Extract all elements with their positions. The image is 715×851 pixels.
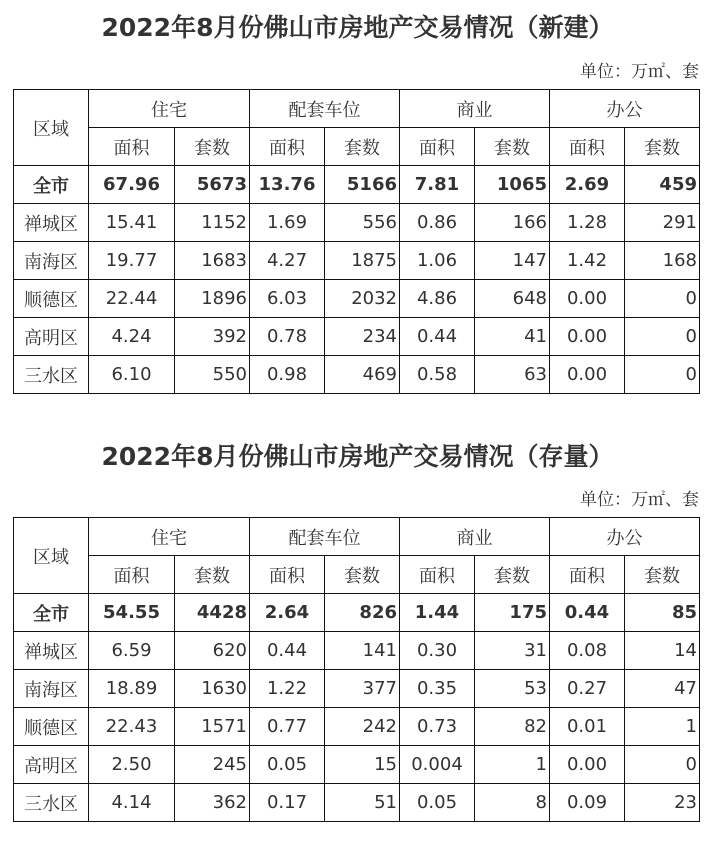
count-value: 5166	[325, 166, 400, 204]
count-value: 31	[475, 632, 550, 670]
count-value: 2032	[325, 280, 400, 318]
area-value: 19.77	[89, 242, 175, 280]
table-row	[14, 746, 700, 784]
count-value: 234	[325, 318, 400, 356]
area-header: 面积	[550, 128, 625, 166]
count-value: 1	[625, 708, 700, 746]
region-name: 南海区	[14, 242, 89, 280]
count-value: 1571	[175, 708, 250, 746]
count-value: 1	[475, 746, 550, 784]
region-name: 三水区	[14, 784, 89, 822]
existing-table	[13, 517, 700, 822]
count-value: 141	[325, 632, 400, 670]
area-header: 面积	[89, 556, 175, 594]
table-row	[14, 356, 700, 394]
count-value: 826	[325, 594, 400, 632]
count-value: 5673	[175, 166, 250, 204]
count-value: 175	[475, 594, 550, 632]
count-value: 242	[325, 708, 400, 746]
category-header: 办公	[550, 90, 700, 128]
area-value: 13.76	[250, 166, 325, 204]
count-header: 套数	[325, 556, 400, 594]
count-value: 41	[475, 318, 550, 356]
area-value: 0.44	[250, 632, 325, 670]
region-header: 区域	[14, 518, 89, 594]
area-value: 1.28	[550, 204, 625, 242]
region-name: 三水区	[14, 356, 89, 394]
existing-title: 2022年8月份佛山市房地产交易情况（存量）	[101, 442, 614, 471]
area-value: 2.69	[550, 166, 625, 204]
area-value: 6.59	[89, 632, 175, 670]
area-value: 0.58	[400, 356, 475, 394]
table-row	[14, 242, 700, 280]
area-header: 面积	[400, 128, 475, 166]
count-value: 1896	[175, 280, 250, 318]
area-value: 0.00	[550, 356, 625, 394]
area-value: 0.44	[550, 594, 625, 632]
category-header: 商业	[400, 90, 550, 128]
area-value: 7.81	[400, 166, 475, 204]
area-value: 1.06	[400, 242, 475, 280]
count-value: 550	[175, 356, 250, 394]
header-row-sub	[14, 128, 700, 166]
area-header: 面积	[250, 128, 325, 166]
table-row	[14, 204, 700, 242]
region-name: 全市	[14, 166, 89, 204]
category-header: 住宅	[89, 518, 250, 556]
area-value: 0.30	[400, 632, 475, 670]
area-value: 0.00	[550, 280, 625, 318]
area-value: 0.98	[250, 356, 325, 394]
region-name: 禅城区	[14, 204, 89, 242]
table-row	[14, 708, 700, 746]
area-value: 6.10	[89, 356, 175, 394]
count-value: 53	[475, 670, 550, 708]
area-header: 面积	[89, 128, 175, 166]
count-value: 291	[625, 204, 700, 242]
count-value: 0	[625, 318, 700, 356]
header-row-groups	[14, 518, 700, 556]
count-value: 469	[325, 356, 400, 394]
count-value: 1875	[325, 242, 400, 280]
area-header: 面积	[400, 556, 475, 594]
table-row	[14, 280, 700, 318]
count-value: 1630	[175, 670, 250, 708]
area-value: 0.78	[250, 318, 325, 356]
area-value: 0.44	[400, 318, 475, 356]
region-name: 禅城区	[14, 632, 89, 670]
table-row	[14, 784, 700, 822]
area-value: 1.42	[550, 242, 625, 280]
region-name: 南海区	[14, 670, 89, 708]
count-value: 23	[625, 784, 700, 822]
existing-unit-label: 单位：万㎡、套	[580, 490, 699, 510]
area-value: 4.86	[400, 280, 475, 318]
new-build-table	[13, 89, 700, 394]
area-value: 0.00	[550, 318, 625, 356]
area-value: 0.05	[250, 746, 325, 784]
category-header: 住宅	[89, 90, 250, 128]
area-value: 0.77	[250, 708, 325, 746]
count-value: 51	[325, 784, 400, 822]
count-value: 168	[625, 242, 700, 280]
count-value: 362	[175, 784, 250, 822]
area-value: 22.44	[89, 280, 175, 318]
count-value: 147	[475, 242, 550, 280]
region-name: 高明区	[14, 746, 89, 784]
count-value: 8	[475, 784, 550, 822]
area-value: 6.03	[250, 280, 325, 318]
area-value: 0.73	[400, 708, 475, 746]
area-value: 67.96	[89, 166, 175, 204]
category-header: 办公	[550, 518, 700, 556]
region-name: 顺德区	[14, 708, 89, 746]
count-header: 套数	[475, 556, 550, 594]
count-value: 166	[475, 204, 550, 242]
new-build-unit-label: 单位：万㎡、套	[580, 62, 699, 82]
count-value: 63	[475, 356, 550, 394]
region-name: 全市	[14, 594, 89, 632]
area-value: 2.50	[89, 746, 175, 784]
count-value: 0	[625, 280, 700, 318]
new-build-title: 2022年8月份佛山市房地产交易情况（新建）	[101, 13, 614, 42]
area-value: 0.08	[550, 632, 625, 670]
area-value: 0.35	[400, 670, 475, 708]
header-row-sub	[14, 556, 700, 594]
area-value: 54.55	[89, 594, 175, 632]
area-value: 2.64	[250, 594, 325, 632]
count-value: 0	[625, 356, 700, 394]
area-value: 0.05	[400, 784, 475, 822]
table-row	[14, 166, 700, 204]
count-value: 85	[625, 594, 700, 632]
count-header: 套数	[175, 128, 250, 166]
count-value: 245	[175, 746, 250, 784]
area-value: 15.41	[89, 204, 175, 242]
count-value: 15	[325, 746, 400, 784]
table-row	[14, 670, 700, 708]
count-value: 377	[325, 670, 400, 708]
area-value: 0.004	[400, 746, 475, 784]
area-header: 面积	[250, 556, 325, 594]
count-value: 82	[475, 708, 550, 746]
count-value: 1152	[175, 204, 250, 242]
count-header: 套数	[625, 128, 700, 166]
area-value: 0.00	[550, 746, 625, 784]
count-value: 620	[175, 632, 250, 670]
count-value: 14	[625, 632, 700, 670]
region-name: 顺德区	[14, 280, 89, 318]
area-value: 4.24	[89, 318, 175, 356]
count-header: 套数	[625, 556, 700, 594]
area-value: 1.22	[250, 670, 325, 708]
count-value: 47	[625, 670, 700, 708]
area-value: 0.27	[550, 670, 625, 708]
area-value: 1.44	[400, 594, 475, 632]
region-header: 区域	[14, 90, 89, 166]
count-header: 套数	[475, 128, 550, 166]
category-header: 商业	[400, 518, 550, 556]
area-value: 22.43	[89, 708, 175, 746]
area-value: 0.86	[400, 204, 475, 242]
area-value: 4.14	[89, 784, 175, 822]
area-value: 18.89	[89, 670, 175, 708]
count-header: 套数	[175, 556, 250, 594]
table-row	[14, 632, 700, 670]
table-row	[14, 318, 700, 356]
area-value: 0.17	[250, 784, 325, 822]
count-value: 1683	[175, 242, 250, 280]
area-value: 1.69	[250, 204, 325, 242]
count-value: 1065	[475, 166, 550, 204]
count-value: 648	[475, 280, 550, 318]
count-header: 套数	[325, 128, 400, 166]
count-value: 392	[175, 318, 250, 356]
category-header: 配套车位	[250, 90, 400, 128]
count-value: 556	[325, 204, 400, 242]
area-value: 0.09	[550, 784, 625, 822]
count-value: 0	[625, 746, 700, 784]
area-value: 0.01	[550, 708, 625, 746]
count-value: 4428	[175, 594, 250, 632]
table-row	[14, 594, 700, 632]
header-row-groups	[14, 90, 700, 128]
category-header: 配套车位	[250, 518, 400, 556]
region-name: 高明区	[14, 318, 89, 356]
count-value: 459	[625, 166, 700, 204]
area-header: 面积	[550, 556, 625, 594]
area-value: 4.27	[250, 242, 325, 280]
